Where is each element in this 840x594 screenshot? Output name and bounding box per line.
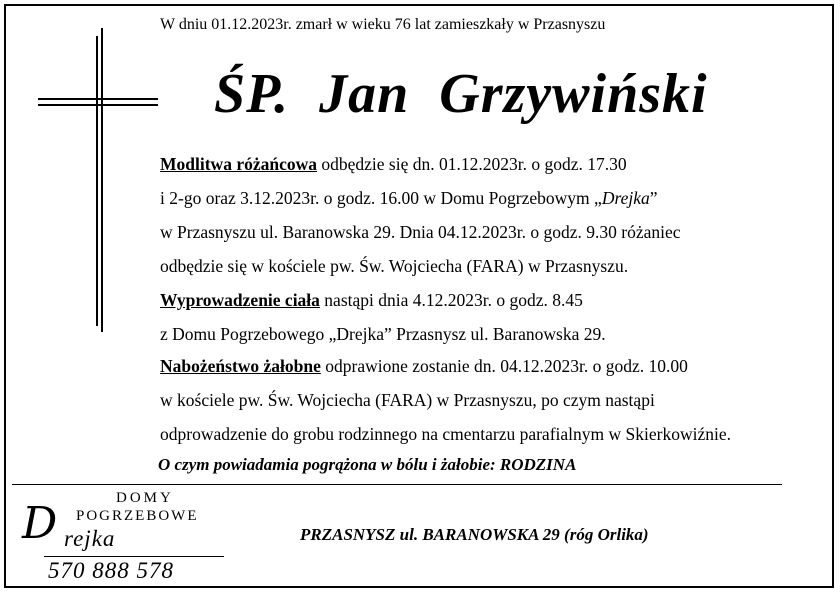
- logo-name: rejka: [64, 526, 116, 551]
- logo-underline: [44, 556, 224, 557]
- service-label: Nabożeństwo żałobne: [160, 356, 321, 376]
- divider: [12, 484, 782, 485]
- rosary-line-3: w Przasnyszu ul. Baranowska 29. Dnia 04.12.2023r. o godz. 9.30 różaniec: [160, 222, 681, 242]
- funeral-home-name: Drejka: [601, 188, 650, 208]
- cross-vertical-bar-2: [101, 28, 103, 332]
- rosary-text: odbędzie się dn. 01.12.2023r. o godz. 17.30: [317, 154, 627, 174]
- rosary-label: Modlitwa różańcowa: [160, 154, 317, 174]
- cross-horizontal-bar: [38, 98, 158, 100]
- deceased-name: ŚP. Jan Grzywiński: [214, 63, 708, 125]
- closing-quote: ”: [649, 188, 658, 208]
- service-line-2: w kościele pw. Św. Wojciecha (FARA) w Przasnyszu, po czym nastąpi: [160, 390, 655, 410]
- cross-horizontal-bar-2: [38, 104, 158, 106]
- rosary-text-2: i 2-go oraz 3.12.2023r. o godz. 16.00 w Domu Pogrzebowym „: [160, 188, 602, 208]
- rosary-line-4: odbędzie się w kościele pw. Św. Wojciecha (FARA) w Przasnyszu.: [160, 256, 629, 276]
- death-announcement: W dniu 01.12.2023r. zmarł w wieku 76 lat zamieszkały w Przasnyszu: [160, 16, 606, 33]
- departure-line-1: [160, 290, 583, 311]
- funeral-home-logo: [18, 488, 228, 586]
- logo-pogrzebowe: POGRZEBOWE: [76, 508, 199, 524]
- service-line-1: [160, 356, 688, 377]
- rosary-line-1: [160, 154, 627, 175]
- family-notice: O czym powiadamia pogrążona w bólu i żałobie: RODZINA: [158, 455, 577, 474]
- departure-line-2: z Domu Pogrzebowego „Drejka” Przasnysz ul. Baranowska 29.: [160, 324, 606, 344]
- departure-label: Wyprowadzenie ciała: [160, 290, 320, 310]
- service-line-3: odprowadzenie do grobu rodzinnego na cmentarzu parafialnym w Skierkowiźnie.: [160, 424, 731, 444]
- cross-vertical-bar: [96, 36, 98, 326]
- logo-initial: D: [22, 498, 58, 549]
- service-text: odprawione zostanie dn. 04.12.2023r. o godz. 10.00: [320, 356, 688, 376]
- phone-number: 570 888 578: [48, 558, 174, 583]
- rosary-line-2: [160, 188, 658, 209]
- logo-domy: DOMY: [116, 490, 174, 506]
- departure-text: nastąpi dnia 4.12.2023r. o godz. 8.45: [319, 290, 583, 310]
- address: PRZASNYSZ ul. BARANOWSKA 29 (róg Orlika): [300, 525, 649, 544]
